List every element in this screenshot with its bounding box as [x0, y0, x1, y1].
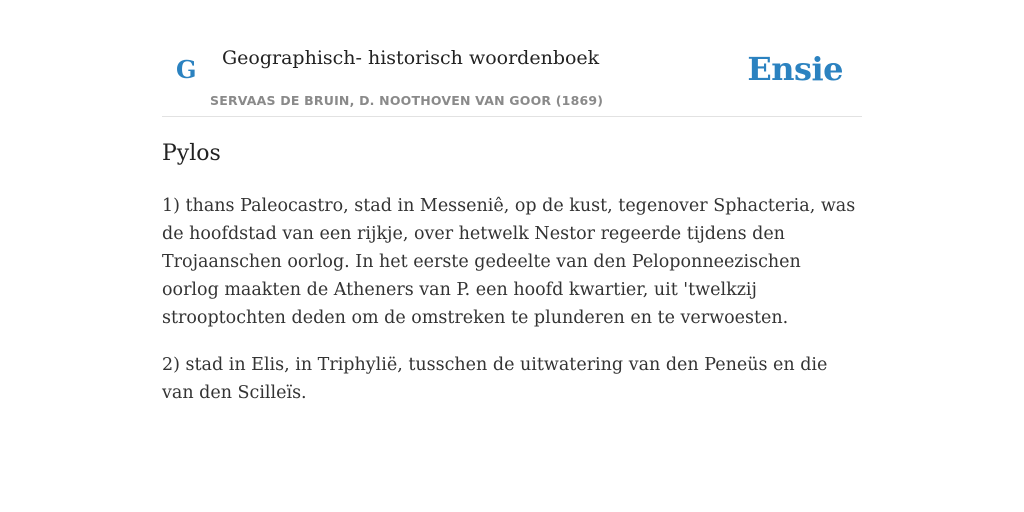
ensie-logo[interactable]: Ensie: [747, 50, 843, 88]
book-author: SERVAAS DE BRUIN, D. NOOTHOVEN VAN GOOR (1869): [210, 93, 604, 108]
entry-paragraph: 1) thans Paleocastro, stad in Messeniê, op de kust, tegenover Sphacteria, was de hoofdstad van een rijkje, over hetwelk Nestor regeerde tijdens den Trojaanschen oorlog. In het eerste gedeelte van den Peloponneezischen oorlog maakten de Atheners van P. een hoofd kwartier, uit 'twelkzij strooptochten deden om de omstreken te plunderen en te verwoesten.: [162, 196, 856, 328]
entry-paragraph: 2) stad in Elis, in Triphylië, tusschen de uitwatering van den Peneüs en die van den Scilleïs.: [162, 355, 828, 403]
book-header: [162, 38, 862, 117]
book-title[interactable]: Geographisch- historisch woordenboek: [222, 47, 600, 69]
entry-title: Pylos: [162, 141, 221, 166]
entry-body: [162, 192, 862, 426]
book-letter-icon[interactable]: G: [176, 55, 197, 84]
